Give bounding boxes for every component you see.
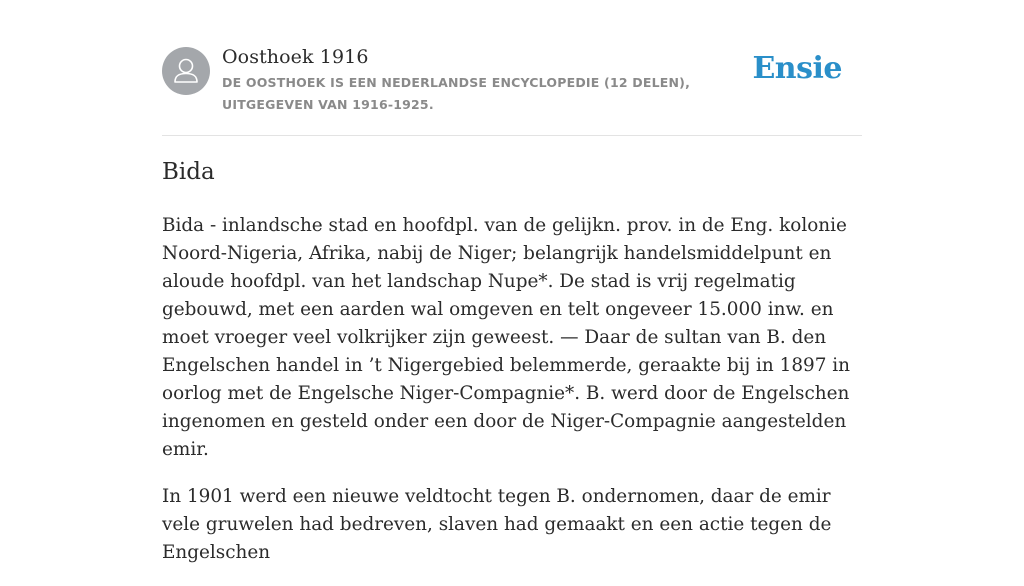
entry-paragraph: In 1901 werd een nieuwe veldtocht tegen B. ondernomen, daar de emir vele gruwelen had bedreven, slaven had gemaakt en een actie tegen de Engelschen: [162, 486, 832, 563]
source-title[interactable]: Oosthoek 1916: [222, 46, 369, 68]
brand-logo[interactable]: Ensie: [752, 51, 842, 86]
page: [162, 0, 862, 563]
source-description: DE OOSTHOEK IS EEN NEDERLANDSE ENCYCLOPEDIE (12 DELEN), UITGEGEVEN VAN 1916-1925.: [222, 75, 691, 112]
avatar[interactable]: [162, 47, 210, 95]
divider: [162, 135, 862, 136]
user-icon: [162, 47, 210, 95]
source-header: [162, 44, 862, 134]
entry-body: [162, 212, 866, 586]
entry-title: Bida: [162, 159, 215, 185]
entry-paragraph: Bida - inlandsche stad en hoofdpl. van de gelijkn. prov. in de Eng. kolonie Noord-Nigeria, Afrika, nabij de Niger; belangrijk handelsmiddelpunt en aloude hoofdpl. van het landschap Nupe*. De stad is vrij regelmatig gebouwd, met een aarden wal omgeven en telt ongeveer 15.000 inw. en moet vroeger veel volkrijker zijn geweest. — Daar de sultan van B. den Engelschen handel in ’t Nigergebied belemmerde, geraakte bij in 1897 in oorlog met de Engelsche Niger-Compagnie*. B. werd door de Engelschen ingenomen en gesteld onder een door de Niger-Compagnie aangestelden emir.: [162, 215, 850, 460]
